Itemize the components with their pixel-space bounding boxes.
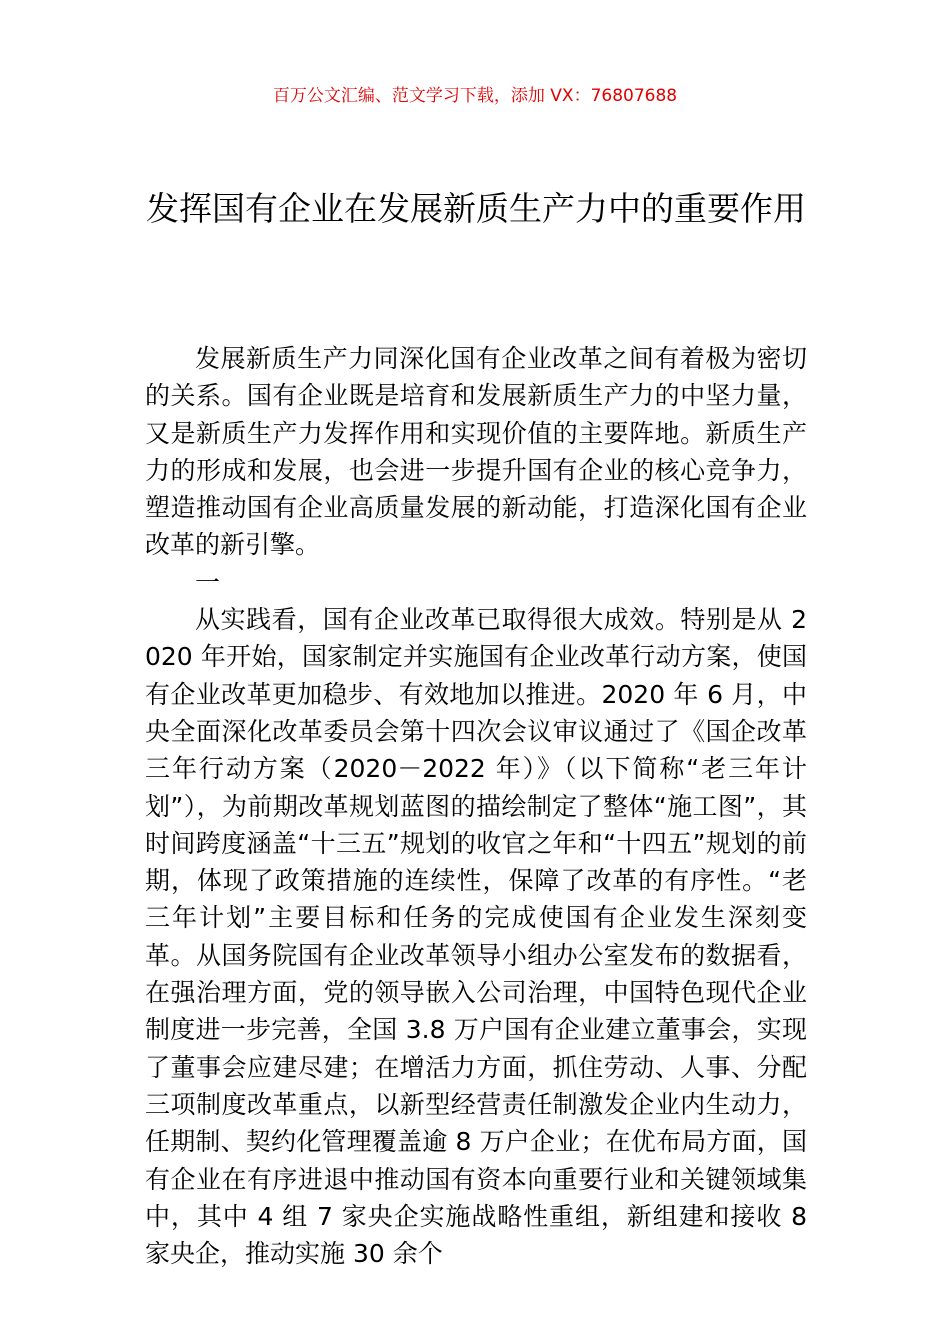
document-title: 发挥国有企业在发展新质生产力中的重要作用	[146, 189, 806, 228]
document-body	[145, 340, 807, 1272]
section-heading-one: 一	[195, 567, 221, 597]
header-watermark-note: 百万公文汇编、范文学习下载，添加 VX：76807688	[272, 86, 678, 106]
paragraph-practice: 从实践看，国有企业改革已取得很大成效。特别是从 2020 年开始，国家制定并实施国有企业改革行动方案，使国有企业改革更加稳步、有效地加以推进。2020 年 6 月，中央全面深化改革委员会第十四次会议审议通过了《国企改革三年行动方案（2020－2022 年）》（以下简称“老三年计划”），为前期改革规划蓝图的描绘制定了整体“施工图”，其时间跨度涵盖“十三五”规划的收官之年和“十四五”规划的前期，体现了政策措施的连续性，保障了改革的有序性。“老三年计划”主要目标和任务的完成使国有企业发生深刻变革。从国务院国有企业改革领导小组办公室发布的数据看，在强治理方面，党的领导嵌入公司治理，中国特色现代企业制度进一步完善，全国 3.8 万户国有企业建立董事会，实现了董事会应建尽建；在增活力方面，抓住劳动、人事、分配三项制度改革重点，以新型经营责任制激发企业内生动力，任期制、契约化管理覆盖逾 8 万户企业；在优布局方面，国有企业在有序进退中推动国有资本向重要行业和关键领域集中，其中 4 组 7 家央企实施战略性重组，新组建和接收 8 家央企，推动实施 30 余个	[145, 605, 807, 1269]
paragraph-intro: 发展新质生产力同深化国有企业改革之间有着极为密切的关系。国有企业既是培育和发展新质生产力的中坚力量，又是新质生产力发挥作用和实现价值的主要阵地。新质生产力的形成和发展，也会进一步提升国有企业的核心竞争力，塑造推动国有企业高质量发展的新动能，打造深化国有企业改革的新引擎。	[145, 344, 807, 560]
